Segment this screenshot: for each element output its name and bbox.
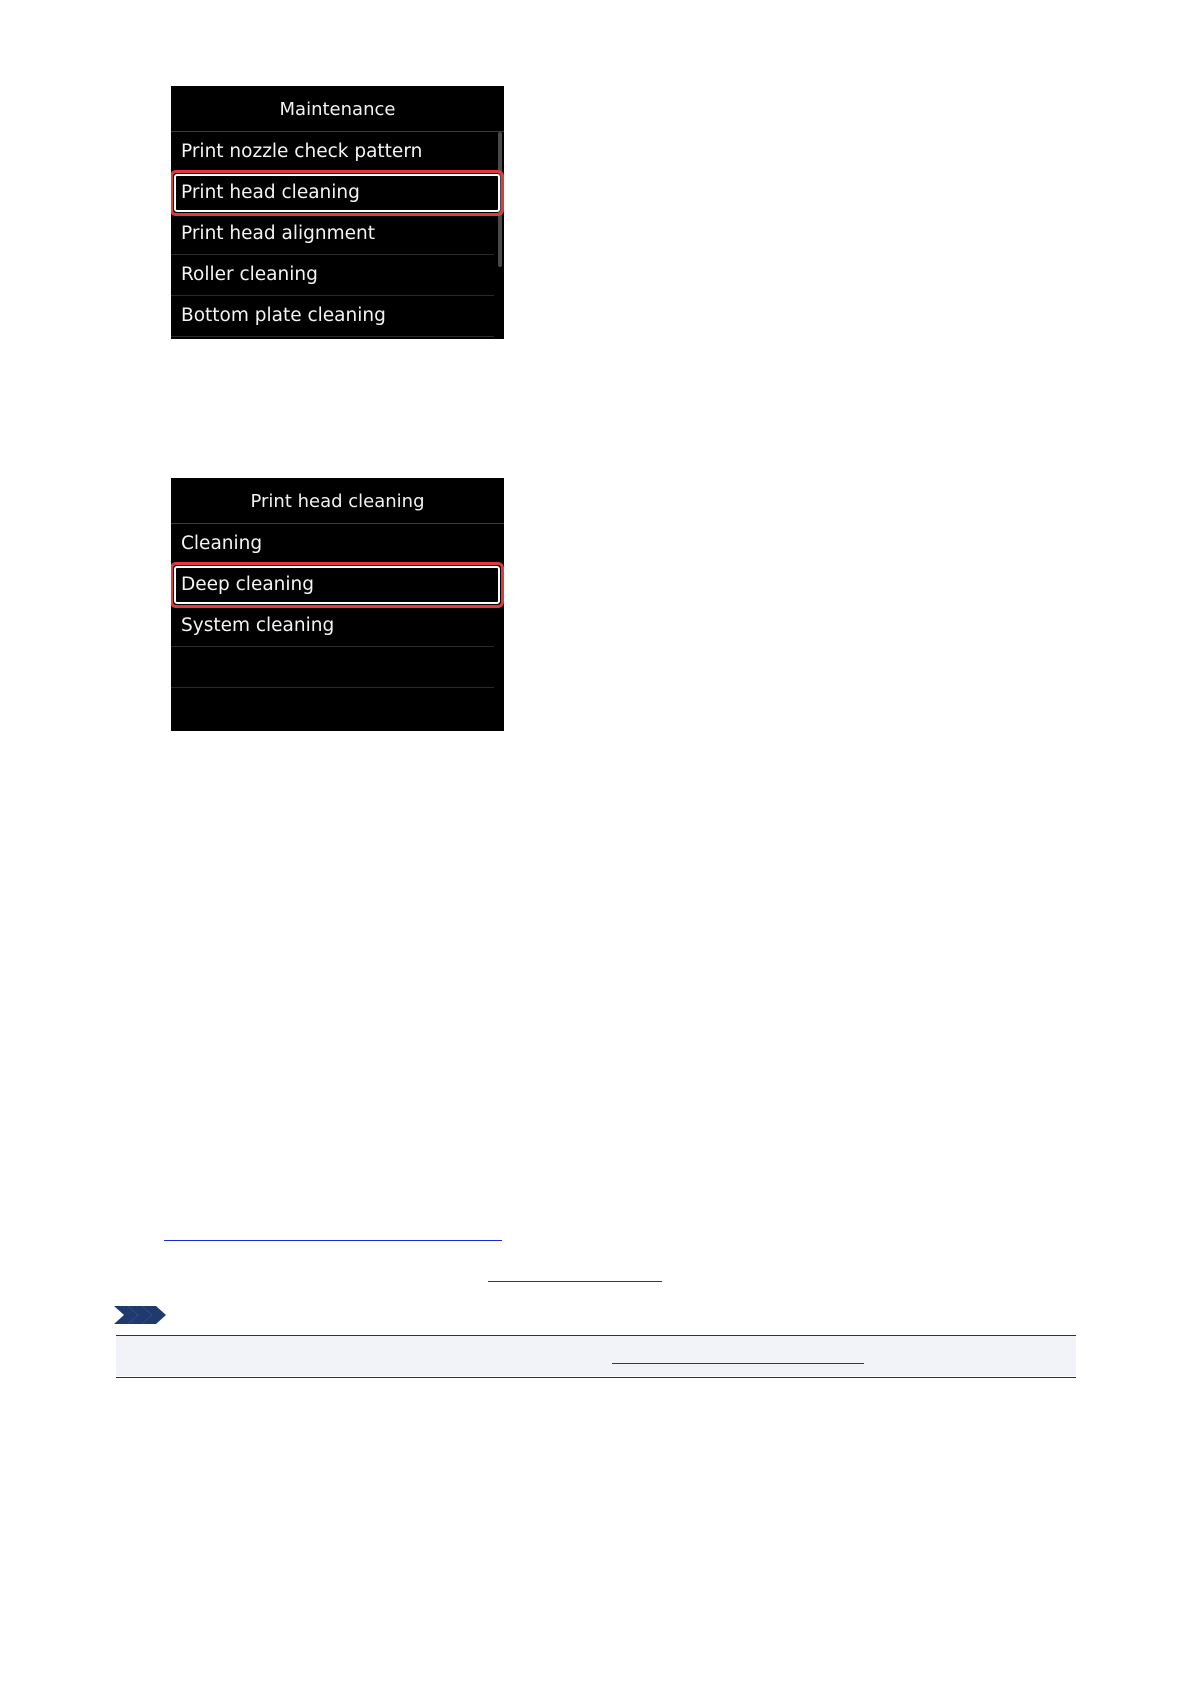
double-chevron-note-icon (114, 1306, 166, 1324)
menu-item-print-head-cleaning[interactable]: Print head cleaning (171, 173, 494, 214)
maintenance-screen (171, 86, 504, 339)
menu-item-print-nozzle-check-pattern[interactable]: Print nozzle check pattern (171, 132, 494, 173)
print-head-cleaning-screen (171, 478, 504, 731)
menu-item-deep-cleaning[interactable]: Deep cleaning (171, 565, 494, 606)
menu-item-print-head-alignment[interactable]: Print head alignment (171, 214, 494, 255)
cleaning-title: Print head cleaning (171, 478, 504, 524)
menu-item-roller-cleaning[interactable]: Roller cleaning (171, 255, 494, 296)
menu-item-cleaning[interactable]: Cleaning (171, 524, 494, 565)
maintenance-title: Maintenance (171, 86, 504, 132)
note-bottom-rule (116, 1377, 1076, 1378)
menu-item-empty-2 (171, 688, 494, 729)
menu-item-bottom-plate-cleaning[interactable]: Bottom plate cleaning (171, 296, 494, 337)
note-box (116, 1336, 1076, 1376)
menu-item-system-cleaning[interactable]: System cleaning (171, 606, 494, 647)
note-link[interactable] (612, 1363, 864, 1364)
menu-item-empty-1 (171, 647, 494, 688)
document-link-1[interactable] (164, 1240, 502, 1241)
document-link-2[interactable] (488, 1281, 662, 1282)
